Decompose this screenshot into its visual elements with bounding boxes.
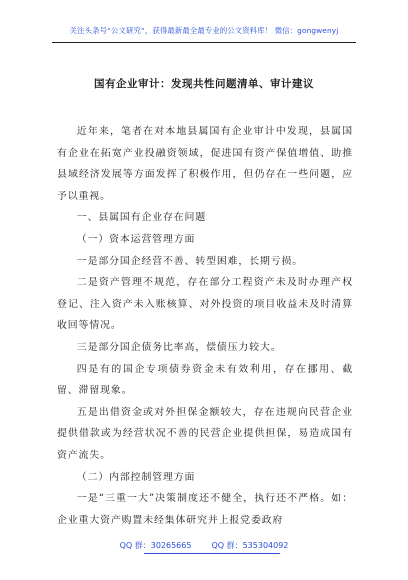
document-body: [57, 121, 353, 531]
paragraph-item-1: 一是部分国企经营不善、转型困难，长期亏损。: [76, 255, 304, 267]
qq-group-1: QQ 群：30265665: [119, 541, 192, 550]
paragraph-item-4: 四是有的国企专项债券资金未有效利用，存在挪用、截留、滞留现象。: [57, 363, 353, 397]
footer-underline: [144, 553, 280, 554]
promo-banner: 关注头条号“公文研究”，获得最新最全最专业的公文资料库！ 微信：gongwenyj: [69, 26, 339, 35]
header-divider: [52, 42, 356, 43]
document-title: 国有企业审计：发现共性问题清单、审计建议: [94, 78, 314, 90]
paragraph-item-2: 二是资产管理不规范，存在部分工程资产未及时办理产权登记、注入资产未入账核算、对外投资的项目收益未及时清算收回等情况。: [57, 277, 353, 332]
subsection-heading-1: （一）资本运营管理方面: [76, 233, 196, 245]
subsection-heading-2: （二）内部控制管理方面: [76, 471, 196, 483]
qq-group-2: QQ 群：535304092: [211, 541, 289, 550]
paragraph-item-3: 三是部分国企债务比率高，偿债压力较大。: [76, 341, 282, 353]
paragraph-item-5: 五是出借资金或对外担保金额较大，存在违规向民营企业提供借款或为经营状况不善的民营企业提供担保，易造成国有资产流失。: [57, 406, 353, 461]
paragraph-intro: 近年来，笔者在对本地县属国有企业审计中发现，县属国有企业在拓宽产业投融资领域，促进国有资产保值增值、助推县域经济发展等方面发挥了积极作用，但仍存在一些问题，应予以重视。: [57, 126, 353, 202]
paragraph-item-6: 一是“三重一大”决策制度还不健全，执行还不严格。如：企业重大资产购置未经集体研究并上报党委政府: [57, 493, 353, 526]
footer-contact: [0, 540, 408, 551]
section-heading-1: 一、县属国有企业存在问题: [76, 212, 207, 224]
